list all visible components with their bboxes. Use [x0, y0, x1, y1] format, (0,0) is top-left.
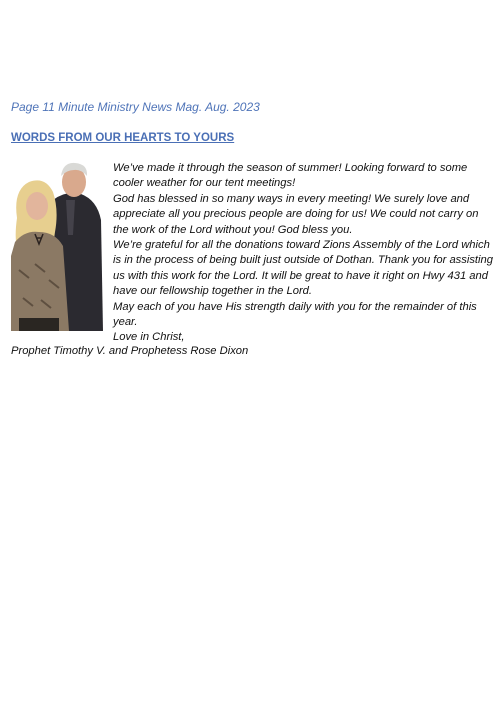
couple-photo	[11, 160, 103, 331]
article-paragraph-2: God has blessed in so many ways in every meeting! We surely love and appreciate all you precious people are doing for us! We could not carry on the work of the Lord without you! God bless you.	[113, 192, 479, 236]
article-paragraph-3: We’re grateful for all the donations toward Zions Assembly of the Lord which is in the process of being built just outside of Dothan. Thank you for assisting us with this work for the Lord. It will be great to have it right on Hwy 431 and have our fellowship together in the Lord.	[113, 239, 493, 298]
article-paragraph-1: We’ve made it through the season of summer! Looking forward to some cooler weather for our tent meetings!	[113, 162, 468, 190]
publication-header: Page 11 Minute Ministry News Mag. Aug. 2023	[11, 100, 260, 114]
article-closing: Love in Christ,	[113, 331, 185, 344]
article-title: WORDS FROM OUR HEARTS TO YOURS	[11, 132, 235, 144]
article-paragraph-4: May each of you have His strength daily with you for the remainder of this year.	[113, 300, 477, 329]
article-signature: Prophet Timothy V. and Prophetess Rose Dixon	[11, 345, 249, 357]
article-body	[113, 161, 493, 346]
